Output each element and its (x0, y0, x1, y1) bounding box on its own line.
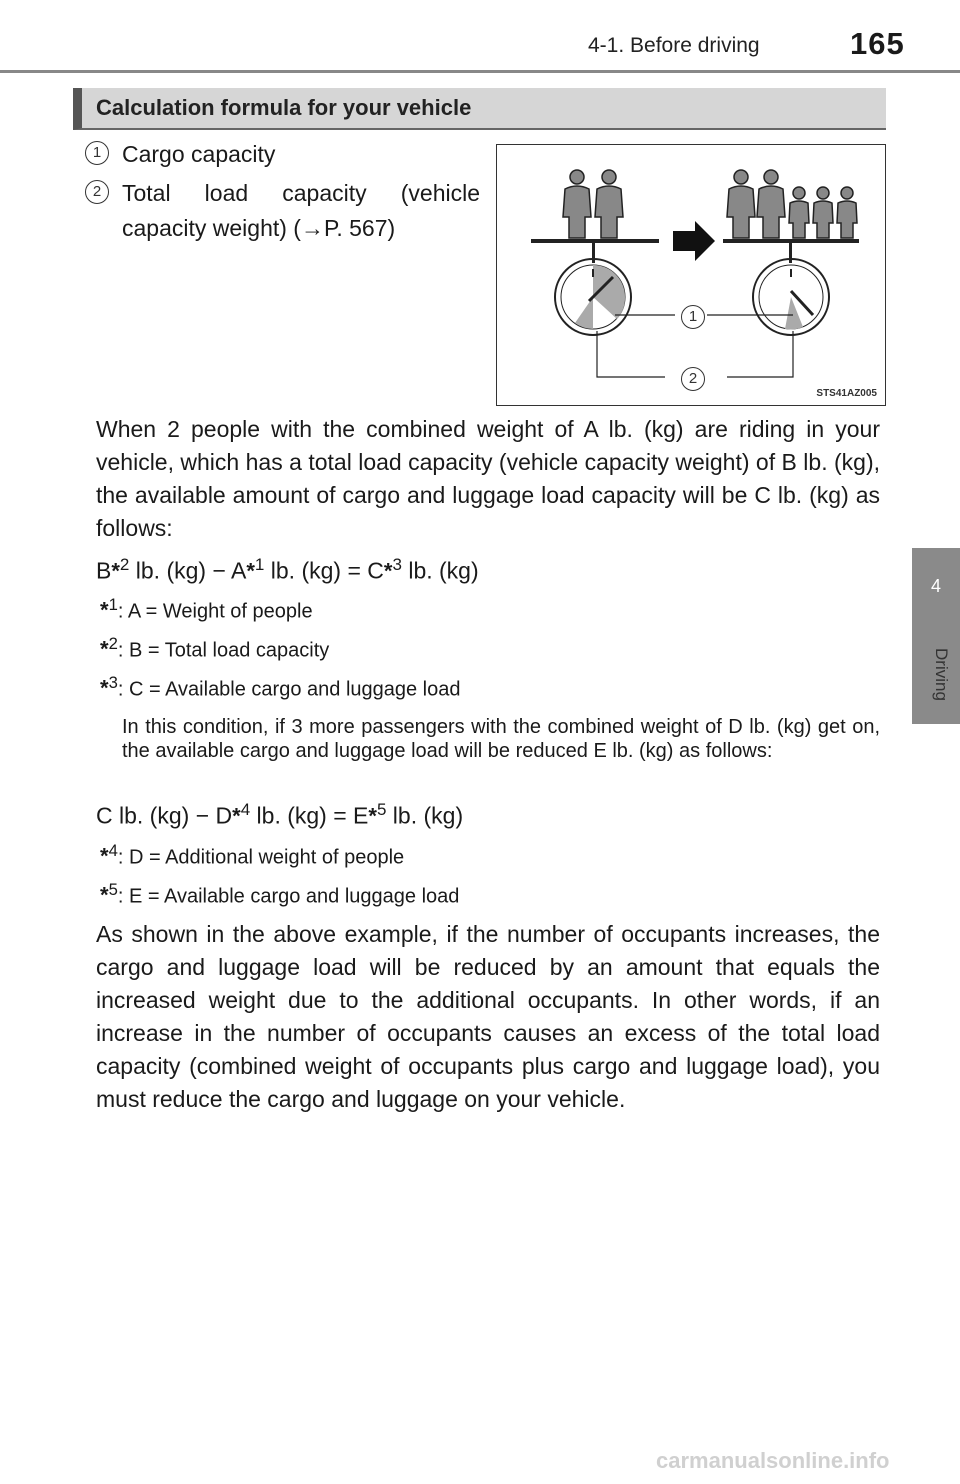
footnote-3: *$^3$: C = Available cargo and luggage load (100, 673, 461, 701)
footnote-1: *$^1$: A = Weight of people (100, 595, 313, 623)
formula-reduced-load: C lb. (kg) − D*$^4$ lb. (kg) = E*$^5$ lb. (kg) (96, 800, 464, 829)
load-capacity-illustration (496, 144, 886, 406)
item-number-1: 1 (85, 141, 109, 165)
arrow-right-icon (673, 221, 715, 261)
section-heading: 4-1. Before driving (588, 34, 760, 57)
footnote-4: *$^4$: D = Additional weight of people (100, 841, 405, 869)
page-number: 165 (850, 26, 905, 61)
figure-callout-1: 1 (681, 305, 705, 329)
watermark: carmanualsonline.info (656, 1448, 890, 1473)
chapter-number: 4 (930, 576, 941, 596)
arrow-right-icon: → (300, 215, 324, 241)
item-total-load-line1: Total load capacity (vehicle (122, 180, 480, 206)
note-additional-passengers: In this condition, if 3 more passengers with the combined weight of D lb. (kg) get on, the available cargo and luggage load will be reduced E lb. (kg) as follows: (122, 716, 880, 762)
person-icon (727, 170, 857, 238)
formula-available-load: B*$^2$ lb. (kg) − A*$^1$ lb. (kg) = C*$^3$ lb. (kg) (96, 555, 479, 584)
section-title: Calculation formula for your vehicle (96, 95, 472, 120)
header-divider (0, 70, 960, 73)
paragraph-intro: When 2 people with the combined weight of A lb. (kg) are riding in your vehicle, which has a total load capacity (vehicle capacity weight) of B lb. (kg), the available amount of cargo and luggage load capacity will be C lb. (kg) as follows: (96, 416, 880, 541)
figure-callout-2: 2 (681, 367, 705, 391)
item-number-2: 2 (85, 180, 109, 204)
footnote-5: *$^5$: E = Available cargo and luggage load (100, 880, 460, 908)
paragraph-conclusion: As shown in the above example, if the number of occupants increases, the cargo and luggage load will be reduced by an amount that equals the increased weight due to the additional occupants. In other words, if an increase in the number of occupants causes an excess of the total load capacity (combined weight of occupants plus cargo and luggage load), you must reduce the cargo and luggage on your vehicle. (96, 921, 880, 1112)
footnote-2: *$^2$: B = Total load capacity (100, 634, 330, 662)
section-title-bar (73, 88, 886, 130)
item-cargo-capacity: Cargo capacity (122, 141, 276, 167)
figure-code: STS41AZ005 (816, 388, 877, 399)
gauge-diagram (497, 145, 884, 404)
chapter-label: Driving (932, 648, 951, 701)
item-total-load-line2: capacity weight) (→P. 567) (122, 215, 396, 241)
person-icon (563, 170, 623, 238)
